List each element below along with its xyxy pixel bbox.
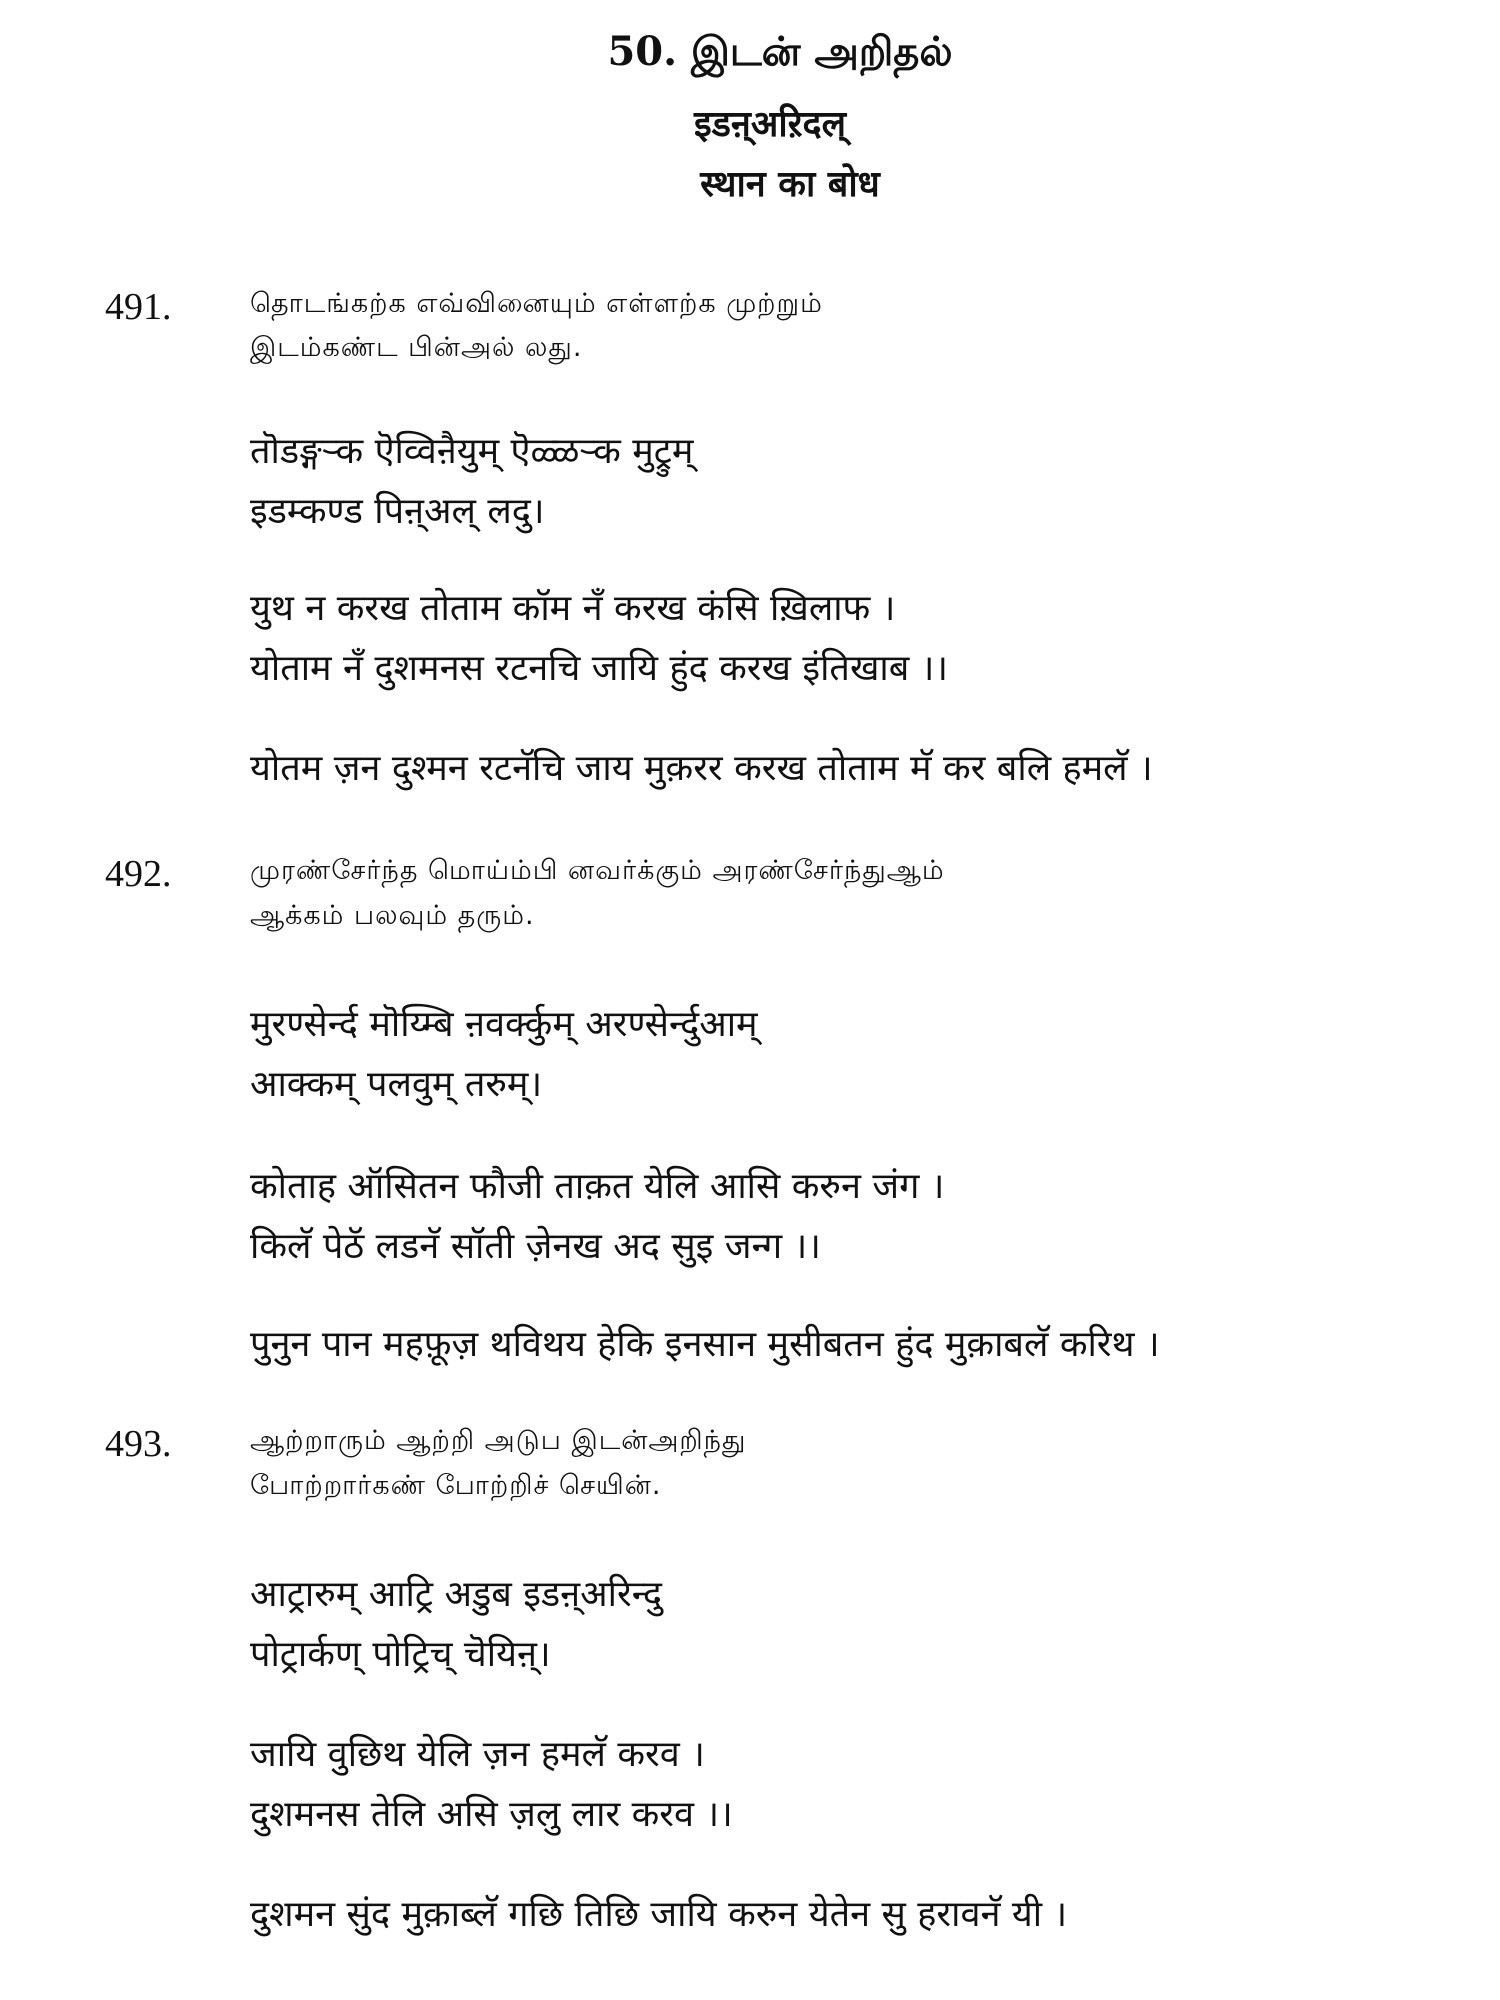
verse-kashmiri-line: कोताह ऑसितन फौजी ताक़त येलि आसि करुन जंग । bbox=[250, 1166, 945, 1207]
verse-tamil-line: ஆற்றாரும் ஆற்றி அடுப இடன்அறிந்து bbox=[250, 1425, 747, 1456]
verse-tamil-line: முரண்சேர்ந்த மொய்ம்பி னவர்க்கும் அரண்சேர்ந்துஆம் bbox=[250, 855, 945, 886]
verse-tamil-line: போற்றார்கண் போற்றிச் செயின். bbox=[250, 1470, 662, 1501]
verse-meaning: दुशमन सुंद मुक़ाब्लॅ गछि तिछि जायि करुन येतेन सु हरावनॅ यी । bbox=[250, 1894, 1068, 1935]
verse-number: 493. bbox=[105, 1423, 172, 1465]
verse-kashmiri-line: किलॅ पेठॅ लडनॅ सॉती ज़ेनख अद सुइ जन्ग ।। bbox=[250, 1226, 821, 1267]
verse-transliteration-line: आट्रारुम् आट्रि अडुब इडऩ्अरिन्दु bbox=[250, 1574, 662, 1615]
verse-transliteration-line: मुरण्सेर्न्द मॊय्म्बि ऩवर्क्कुम् अरण्सेर्न्दुआम् bbox=[250, 1004, 758, 1045]
chapter-title: 50. இடன் அறிதல் bbox=[607, 28, 953, 75]
verse-number: 492. bbox=[105, 853, 172, 895]
verse-tamil-line: ஆக்கம் பலவும் தரும். bbox=[250, 900, 535, 931]
verse-number: 491. bbox=[105, 286, 172, 328]
verse-transliteration-line: पोट्रार्कण् पोट्रिच् चॆयिऩ्। bbox=[250, 1634, 551, 1675]
verse-tamil-line: தொடங்கற்க எவ்வினையும் எள்ளற்க முற்றும் bbox=[250, 288, 823, 319]
verse-kashmiri-line: योताम नँ दुशमनस रटनचि जायि हुंद करख इंतिखाब ।। bbox=[250, 648, 949, 689]
chapter-title-hindi: स्थान का बोध bbox=[700, 163, 880, 205]
chapter-title-transliteration: इडऩ्अऱिदल् bbox=[694, 103, 846, 145]
verse-transliteration-line: इडम्कण्ड पिऩ्अल् लदु। bbox=[250, 491, 545, 532]
verse-transliteration-line: आक्कम् पलवुम् तरुम्। bbox=[250, 1064, 543, 1105]
verse-kashmiri-line: जायि वुछिथ येलि ज़न हमलॅ करव । bbox=[250, 1734, 705, 1775]
verse-tamil-line: இடம்கண்ட பின்அல் லது. bbox=[250, 332, 583, 363]
verse-kashmiri-line: युथ न करख तोताम कॉम नँ करख कंसि ख़िलाफ । bbox=[250, 588, 896, 629]
verse-kashmiri-line: दुशमनस तेलि असि ज़लु लार करव ।। bbox=[250, 1794, 733, 1835]
verse-meaning: पुनुन पान महफ़ूज़ थविथय हेकि इनसान मुसीबतन हुंद मुक़ाबलॅ करिथ । bbox=[250, 1324, 1160, 1365]
verse-meaning: योतम ज़न दुश्मन रटनॅचि जाय मुक़रर करख तोताम मॅ कर बलि हमलॅ । bbox=[250, 748, 1153, 789]
verse-transliteration-line: तॊडङ्गऱ्क ऎव्विऩैयुम् ऎळ्ळऱ्क मुट्रुम् bbox=[250, 431, 694, 472]
